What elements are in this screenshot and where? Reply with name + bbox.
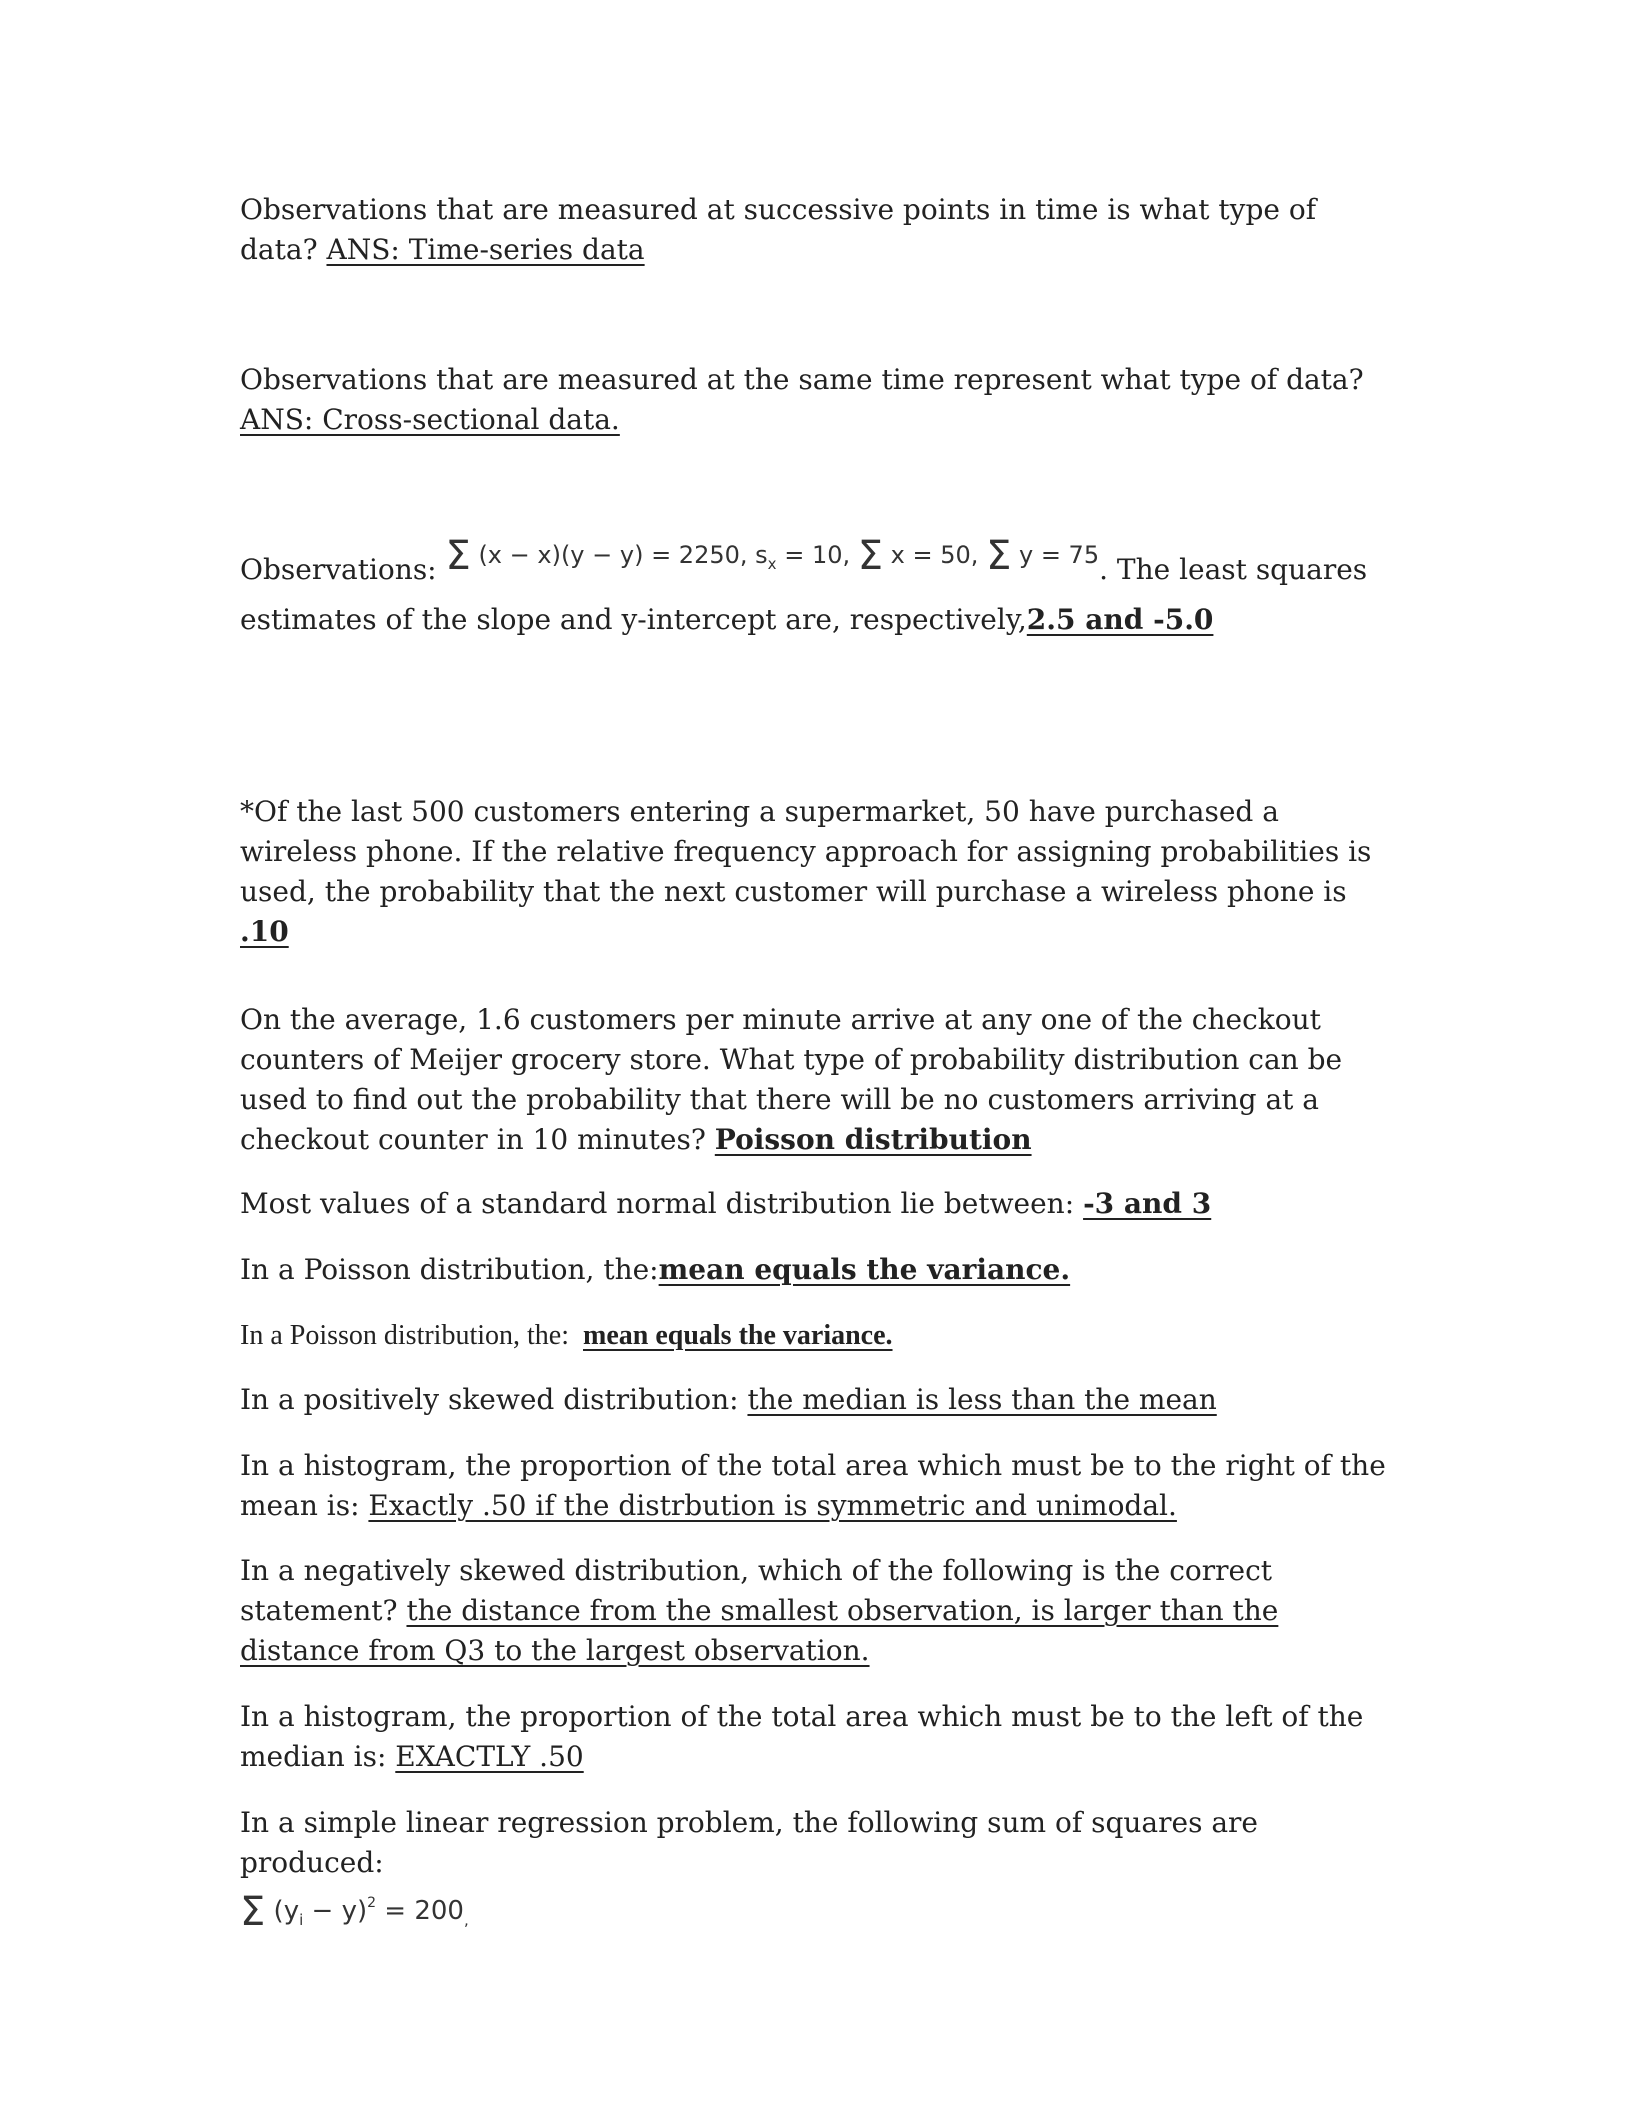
answer-text: mean equals the variance. (658, 1253, 1071, 1286)
question-text: Observations: (240, 553, 446, 586)
question-text: In a negatively skewed distribution, which of the following is the correct statement? (240, 1554, 1273, 1627)
formula-sx-sub: x (767, 555, 777, 573)
question-histogram-median (240, 1697, 1390, 1777)
question-text: Most values of a standard normal distribution lie between: (240, 1187, 1084, 1220)
answer-text: the median is less than the mean (747, 1383, 1217, 1416)
question-time-series (240, 190, 1390, 270)
question-least-squares (240, 533, 1390, 640)
question-poisson-arrivals (240, 1000, 1390, 1160)
formula-value: = 200 (376, 1896, 464, 1926)
answer-text: ANS: Time-series data (326, 233, 645, 266)
question-cross-sectional (240, 360, 1390, 440)
question-poisson-variance-1 (240, 1250, 1390, 1290)
regression-formula (446, 535, 1100, 584)
question-text: Observations that are measured at the same time represent what type of data? (240, 363, 1364, 396)
answer-text: Poisson distribution (714, 1123, 1032, 1156)
answer-text: -3 and 3 (1083, 1187, 1212, 1220)
question-text: In a Poisson distribution, the: (240, 1253, 659, 1286)
formula-sum-xy: (x − x)(y − y) = 2250, (478, 541, 748, 569)
formula-sub: i (299, 1911, 304, 1929)
sigma-symbol: Σ (240, 1889, 266, 1935)
question-standard-normal (240, 1184, 1390, 1224)
answer-text: EXACTLY .50 (395, 1740, 584, 1773)
question-text: In a positively skewed distribution: (240, 1383, 748, 1416)
answer-text: mean equals the variance. (583, 1320, 893, 1351)
answer-text: 2.5 and -5.0 (1026, 603, 1214, 636)
question-sum-of-squares (240, 1803, 1390, 1940)
sigma-symbol: Σ (986, 533, 1012, 579)
formula-sx: s (755, 541, 768, 569)
question-poisson-variance-2 (240, 1316, 1390, 1356)
formula-sum-y: y = 75 (1018, 541, 1100, 569)
formula-mid: − y) (303, 1896, 368, 1926)
question-negative-skew (240, 1551, 1390, 1671)
question-text: In a histogram, the proportion of the total area which must be to the right of the mean is: (240, 1449, 1386, 1522)
question-text: In a Poisson distribution, the: (240, 1320, 583, 1351)
answer-text: the distance from the smallest observation, is larger than the distance from Q3 to the largest observation. (240, 1594, 1279, 1667)
answer-text: ANS: Cross-sectional data. (240, 403, 620, 436)
answer-text: Exactly .50 if the distrbution is symmetric and unimodal. (368, 1489, 1177, 1522)
question-histogram-mean (240, 1446, 1390, 1526)
question-text: On the average, 1.6 customers per minute arrive at any one of the checkout counters of Meijer grocery store. What type of probability distribution can be used to find out the probability that there will be no customers arriving at a checkout counter in 10 minutes? (240, 1003, 1343, 1156)
sigma-symbol: Σ (445, 533, 471, 579)
question-text: Observations that are measured at successive points in time is what type of data? (240, 193, 1317, 266)
formula-sup: 2 (367, 1895, 377, 1911)
question-text: In a histogram, the proportion of the total area which must be to the left of the median is: (240, 1700, 1364, 1773)
sigma-symbol: Σ (857, 533, 884, 579)
formula-sx-value: = 10, (784, 541, 851, 569)
question-text: *Of the last 500 customers entering a supermarket, 50 have purchased a wireless phone. If the relative frequency approach for assigning probabilities is used, the probability that the next customer will purchase a wireless phone is (240, 795, 1372, 908)
formula-sum-x: x = 50, (890, 541, 979, 569)
question-relative-frequency (240, 792, 1390, 952)
question-text: In a simple linear regression problem, the following sum of squares are produced: (240, 1806, 1258, 1879)
formula-body: (y (273, 1896, 300, 1926)
question-text: . The least squares estimates of the slope and y-intercept are, respectively, (240, 553, 1368, 636)
answer-text: .10 (240, 915, 289, 948)
formula-trail: , (463, 1911, 469, 1929)
question-positive-skew (240, 1380, 1390, 1420)
sst-formula (240, 1889, 469, 1935)
